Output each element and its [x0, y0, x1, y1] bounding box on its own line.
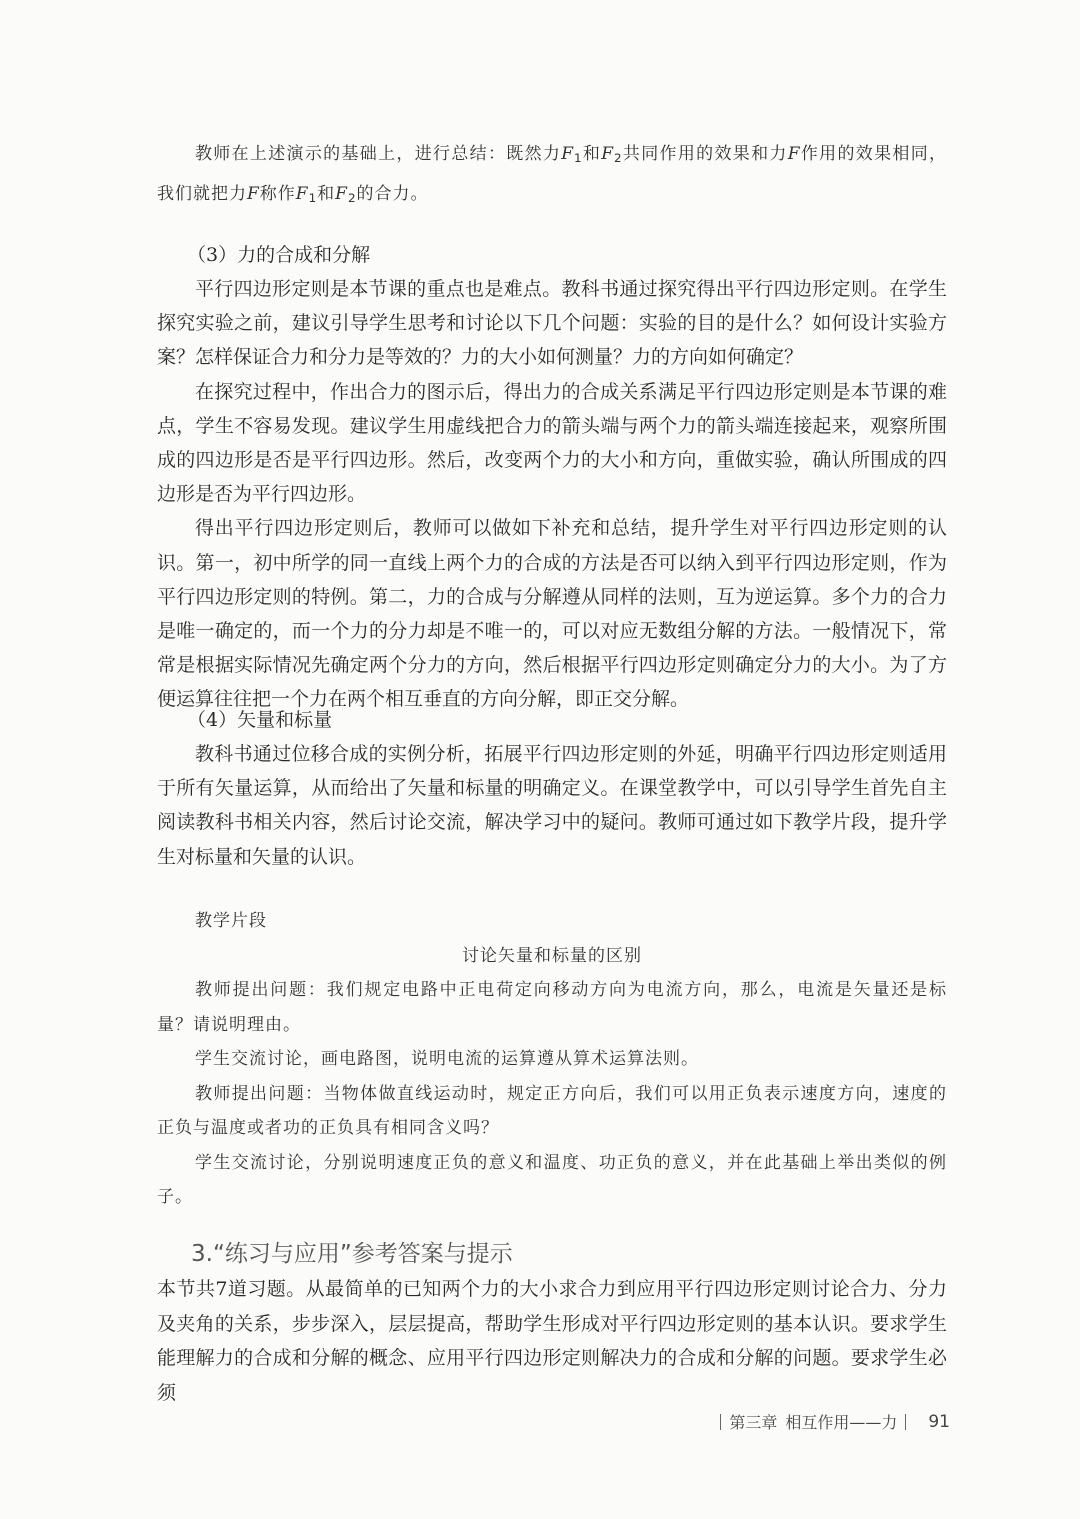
section-4-paragraph-1: 教科书通过位移合成的实例分析，拓展平行四边形定则的外延，明确平行四边形定则适用于所有矢量运算，从而给出了矢量和标量的明确定义。在课堂教学中，可以引导学生首先自主阅读教科书相关内容，然后讨论交流，解决学习中的疑问。教师可通过如下教学片段，提升学生对标量和矢量的认识。	[157, 743, 947, 868]
section-3-paragraph-1: 平行四边形定则是本节课的重点也是难点。教科书通过探究得出平行四边形定则。在学生探究实验之前，建议引导学生思考和讨论以下几个问题：实验的目的是什么？如何设计实验方案？怎样保证合力和分力是等效的？力的大小如何测量？力的方向如何确定？	[157, 278, 947, 369]
section-4-heading: （4）矢量和标量	[187, 709, 333, 731]
section-3-paragraph-2: 在探究过程中，作出合力的图示后，得出力的合成关系满足平行四边形定则是本节课的难点，学生不容易发现。建议学生用虚线把合力的箭头端与两个力的箭头端连接起来，观察所围成的四边形是否是平行四边形。然后，改变两个力的大小和方向，重做实验，确认所围成的四边形是否为平行四边形。	[157, 380, 947, 506]
teaching-fragment	[157, 903, 947, 1215]
summary-text: 教师在上述演示的基础上，进行总结：既然力$F_1$和$F_2$共同作用的效果和力F作用的效果相同，我们就把力F称作$F_1$和$F_2$的合力。	[157, 144, 948, 205]
page-number: 91	[928, 1411, 950, 1432]
footer-divider	[905, 1414, 906, 1430]
footer-chapter: 第三章	[729, 1413, 778, 1432]
fragment-answer-1: 学生交流讨论，画电路图，说明电流的运算遵从算术运算法则。	[195, 1049, 699, 1069]
page-footer	[700, 1410, 950, 1433]
answers-title: 3.“练习与应用”参考答案与提示	[191, 1241, 513, 1267]
fragment-answer-2: 学生交流讨论，分别说明速度正负的意义和温度、功正负的意义，并在此基础上举出类似的例子。	[157, 1152, 947, 1207]
answers-paragraph: 本节共7道习题。从最简单的已知两个力的大小求合力到应用平行四边形定则讨论合力、分力及夹角的关系，步步深入，层层提高，帮助学生形成对平行四边形定则的基本认识。要求学生能理解力的合成和分解的概念、应用平行四边形定则解决力的合成和分解的问题。要求学生必须	[157, 1278, 947, 1404]
fragment-title: 讨论矢量和标量的区别	[462, 946, 642, 966]
footer-divider	[720, 1414, 721, 1430]
answers-section	[157, 1236, 947, 1410]
section-3	[157, 238, 947, 717]
section-3-paragraph-3: 得出平行四边形定则后，教师可以做如下补充和总结，提升学生对平行四边形定则的认识。第一，初中所学的同一直线上两个力的合成的方法是否可以纳入到平行四边形定则，作为平行四边形定则的特例。第二，力的合成与分解遵从同样的法则，互为逆运算。多个力的合力是唯一确定的，而一个力的分力却是不唯一的，可以对应无数组分解的方法。一般情况下，常常是根据实际情况先确定两个分力的方向，然后根据平行四边形定则确定分力的大小。为了方便运算往往把一个力在两个相互垂直的方向分解，即正交分解。	[157, 517, 947, 711]
fragment-label: 教学片段	[195, 911, 267, 931]
section-4	[157, 703, 947, 874]
fragment-question-2: 教师提出问题：当物体做直线运动时，规定正方向后，我们可以用正负表示速度方向，速度的正负与温度或者功的正负具有相同含义吗？	[157, 1083, 947, 1138]
fragment-question-1: 教师提出问题：我们规定电路中正电荷定向移动方向为电流方向，那么，电流是矢量还是标量？请说明理由。	[157, 980, 947, 1035]
section-3-heading: （3）力的合成和分解	[187, 244, 371, 266]
footer-chapter-title: 相互作用——力	[785, 1413, 898, 1432]
summary-paragraph	[157, 136, 947, 216]
